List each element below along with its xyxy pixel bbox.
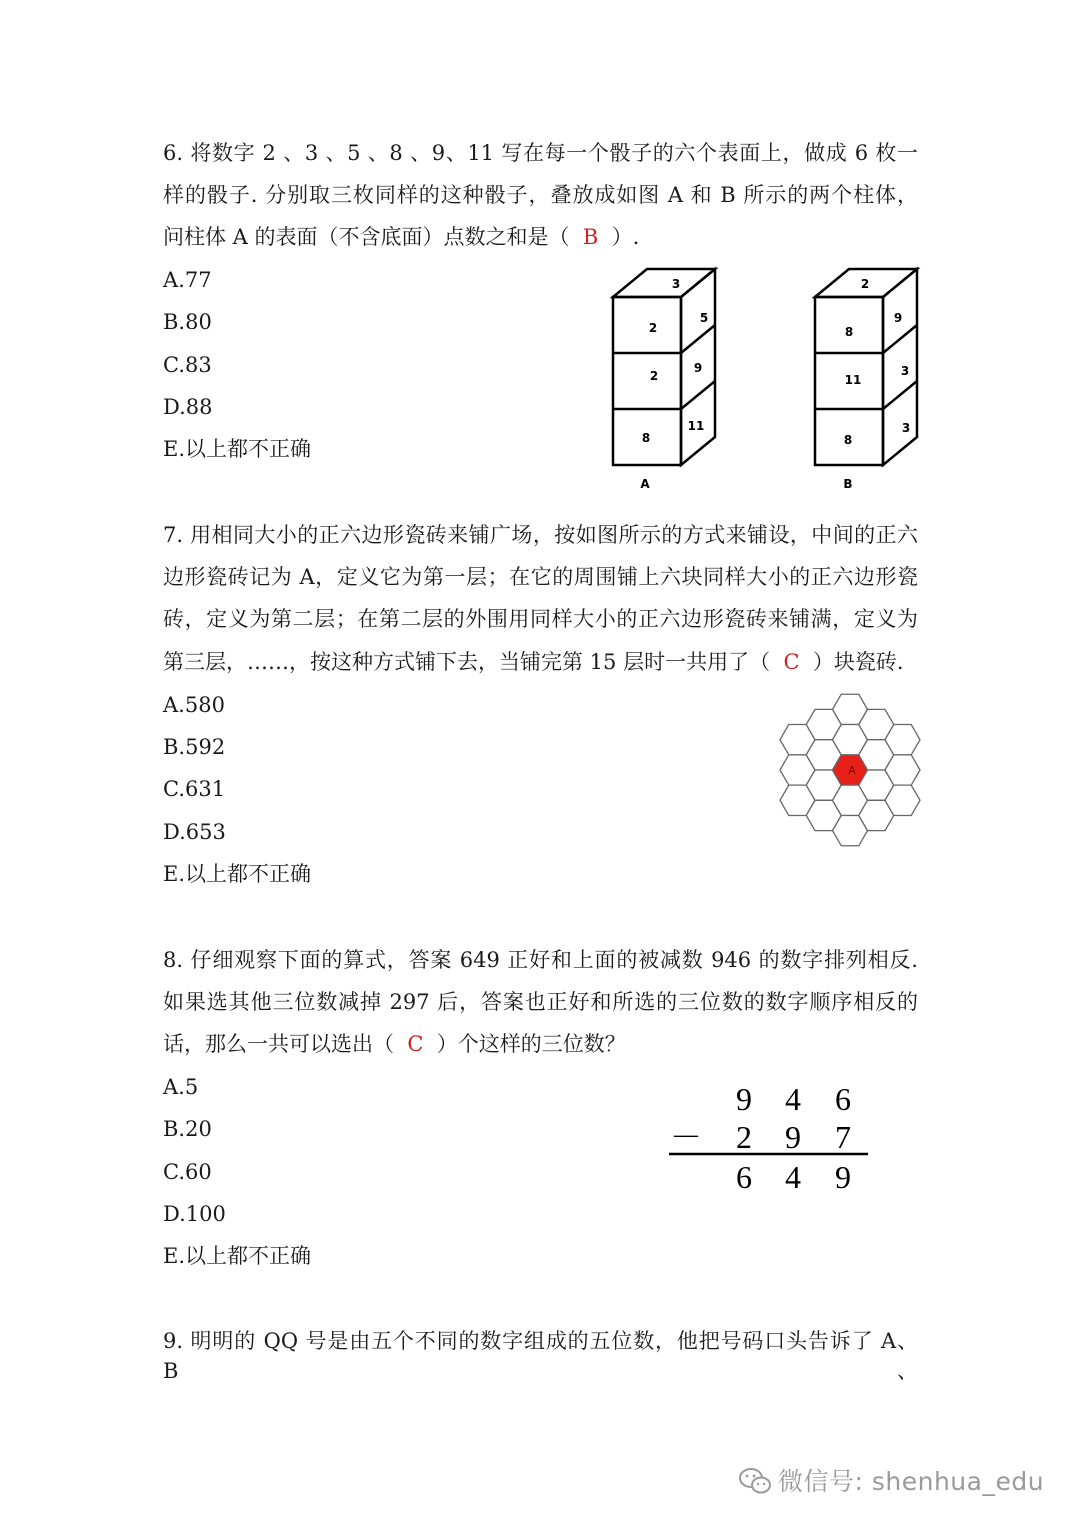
result-digit: 6 [736,1159,752,1195]
q7-option-c: C.631 [163,777,226,801]
q8-option-c: C.60 [163,1160,212,1184]
q7-line-3: 砖，定义为第二层；在第二层的外围用同样大小的正六边形瓷砖来铺满，定义为 [163,607,918,631]
a-side-face: 11 [687,419,705,433]
result-digit: 9 [835,1159,851,1195]
q7-answer: C [783,650,800,674]
dice-stack-a-figure [600,262,730,494]
b-side-face: 3 [901,421,911,435]
q8-line-1: 8. 仔细观察下面的算式，答案 649 正好和上面的被减数 946 的数字排列相反. [163,948,918,972]
q7-line-2: 边形瓷砖记为 A，定义它为第一层；在它的周围铺上六块同样大小的正六边形瓷 [163,565,918,589]
q7-option-a: A.580 [163,693,225,717]
q8-option-d: D.100 [163,1202,226,1226]
b-front-face: 8 [843,433,853,447]
figure-label-a: A [640,477,650,491]
q6-line-3: 问柱体 A 的表面（不含底面）点数之和是（ B ）. [163,225,640,249]
q6-line-2: 样的骰子. 分别取三枚同样的这种骰子，叠放成如图 A 和 B 所示的两个柱体， [163,183,918,207]
b-front-face: 11 [844,373,862,387]
subtrahend-digit: 2 [736,1119,752,1155]
q7-option-d: D.653 [163,820,226,844]
q7-option-b: B.592 [163,735,226,759]
q6-option-b: B.80 [163,310,212,334]
q8-line-3: 话，那么一共可以选出（ C ）个这样的三位数？ [163,1032,626,1056]
q8-option-e: E.以上都不正确 [163,1244,312,1268]
minus-sign: － [669,1119,703,1155]
q6-answer: B [582,225,599,249]
b-front-face: 8 [844,325,854,339]
subtraction-figure [660,1078,880,1198]
q8-line-2: 如果选其他三位数减掉 297 后，答案也正好和所选的三位数的数字顺序相反的 [163,990,918,1014]
q6-option-d: D.88 [163,395,213,419]
subtrahend-digit: 7 [835,1119,851,1155]
dice-stack-b-figure [802,262,932,494]
a-side-face: 5 [699,311,709,325]
a-front-face: 8 [641,431,651,445]
figure-label-b: B [843,477,853,491]
hexagon-tiling-figure [770,696,930,850]
b-side-face: 3 [900,364,910,378]
minuend-digit: 4 [785,1081,801,1117]
center-tile-label: A [848,764,856,777]
result-digit: 4 [785,1159,801,1195]
minuend-digit: 9 [736,1081,752,1117]
q8-option-a: A.5 [163,1075,199,1099]
a-front-face: 2 [648,321,658,335]
q7-line-1: 7. 用相同大小的正六边形瓷砖来铺广场，按如图所示的方式来铺设，中间的正六 [163,523,918,547]
q8-answer: C [407,1032,424,1056]
q6-option-c: C.83 [163,353,212,377]
b-top-face: 2 [860,277,870,291]
watermark-text: 微信号: shenhua_edu [778,1467,1045,1496]
q6-option-e: E.以上都不正确 [163,437,312,461]
q7-line-4: 第三层，……，按这种方式铺下去，当铺完第 15 层时一共用了（ C ）块瓷砖. [163,650,904,674]
q7-option-e: E.以上都不正确 [163,862,312,886]
minuend-digit: 6 [835,1081,851,1117]
subtrahend-digit: 9 [785,1119,801,1155]
wechat-icon [738,1466,772,1496]
a-top-face: 3 [671,277,681,291]
b-side-face: 9 [893,311,903,325]
q6-option-a: A.77 [163,268,212,292]
q6-line-1: 6. 将数字 2 、3 、5 、8 、9、11 写在每一个骰子的六个表面上，做成 6 枚一 [163,141,918,165]
watermark [738,1462,1044,1498]
q8-option-b: B.20 [163,1117,212,1141]
a-front-face: 2 [649,369,659,383]
q9-line-1: 9. 明明的 QQ 号是由五个不同的数字组成的五位数，他把号码口头告诉了 A、B、 [163,1329,918,1383]
a-side-face: 9 [693,361,703,375]
